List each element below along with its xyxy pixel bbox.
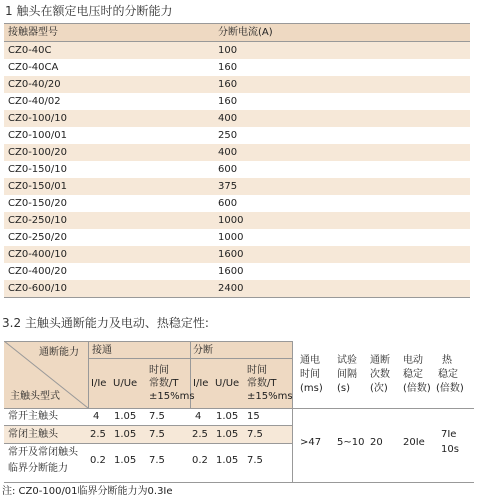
model-cell: CZ0-150/10	[8, 164, 67, 175]
footnote: 注: CZ0-100/01临界分断能力为0.3Ie	[2, 486, 173, 497]
header-thermal: 热	[442, 355, 452, 366]
model-cell: CZ0-40/02	[8, 96, 61, 107]
model-cell: CZ0-250/10	[8, 215, 67, 226]
table-row	[4, 93, 470, 110]
cell: 7.5	[247, 455, 263, 466]
sub-time: 时间	[247, 365, 267, 376]
table-row	[4, 212, 470, 229]
header-interval: (s)	[337, 383, 351, 394]
current-cell: 100	[218, 45, 238, 56]
table-row	[4, 246, 470, 263]
sub-i-ie: I/Ie	[91, 378, 107, 389]
header-dynamic: 电动	[403, 355, 423, 366]
header-count: (次)	[370, 383, 388, 394]
sub-time: ±15%ms	[247, 391, 293, 402]
group-make-label: 接通	[92, 345, 112, 356]
table-row	[4, 280, 470, 298]
cell: 7.5	[149, 429, 165, 440]
model-cell: CZ0-100/20	[8, 147, 67, 158]
model-cell: CZ0-100/01	[8, 130, 67, 141]
table-row	[4, 229, 470, 246]
table-row	[4, 59, 470, 76]
group-break-label: 分断	[193, 345, 213, 356]
make-break-table	[4, 341, 474, 484]
current-cell: 1000	[218, 215, 244, 226]
model-cell: CZ0-600/10	[8, 283, 67, 294]
header-on-time: 时间	[300, 369, 320, 380]
sub-i-ie: I/Ie	[193, 378, 209, 389]
cell: 1.05	[216, 429, 239, 440]
cell-count: 20	[370, 437, 383, 448]
table-row	[4, 76, 470, 93]
cell: 2.5	[192, 429, 208, 440]
table-row	[4, 110, 470, 127]
table-row	[4, 263, 470, 280]
sub-time: 时间	[149, 365, 169, 376]
cell: 7.5	[149, 455, 165, 466]
table-row	[4, 127, 470, 144]
rule	[4, 443, 292, 444]
section2-title: 3.2 主触头通断能力及电动、热稳定性:	[2, 316, 209, 330]
section1-title: 1 触头在额定电压时的分断能力	[5, 4, 173, 18]
model-cell: CZ0-400/20	[8, 266, 67, 277]
model-cell: CZ0-400/10	[8, 249, 67, 260]
cell: 1.05	[114, 455, 137, 466]
table-row	[4, 161, 470, 178]
breaking-capacity-table	[4, 23, 470, 298]
row-type: 临界分断能力	[8, 463, 68, 474]
cell-thermal: 10s	[441, 444, 459, 455]
current-cell: 160	[218, 79, 238, 90]
current-cell: 2400	[218, 283, 244, 294]
sub-time: 常数/T	[149, 378, 179, 389]
cell-on-time: >47	[300, 437, 322, 448]
table-row	[4, 178, 470, 195]
current-cell: 600	[218, 198, 238, 209]
cell: 4	[93, 411, 100, 422]
cell: 1.05	[216, 411, 239, 422]
cell-thermal: 7Ie	[441, 429, 457, 440]
sub-time: ±15%ms	[149, 391, 195, 402]
cell-interval: 5~10	[337, 437, 365, 448]
header-interval: 试验	[337, 355, 357, 366]
table-header-row	[4, 23, 470, 42]
model-cell: CZ0-40/20	[8, 79, 61, 90]
current-cell: 1600	[218, 249, 244, 260]
model-cell: CZ0-40CA	[8, 62, 59, 73]
sub-u-ue: U/Ue	[215, 378, 240, 389]
rule	[4, 408, 474, 409]
header-on-time: (ms)	[300, 383, 323, 394]
corner-bottom-label: 主触头型式	[10, 391, 60, 402]
cell: 0.2	[192, 455, 208, 466]
model-cell: CZ0-100/10	[8, 113, 67, 124]
sub-time: 常数/T	[247, 378, 277, 389]
model-cell: CZ0-250/20	[8, 232, 67, 243]
cell: 2.5	[90, 429, 106, 440]
corner-top-label: 通断能力	[39, 347, 79, 358]
row-type: 常开主触头	[8, 411, 58, 422]
header-dynamic: (倍数)	[403, 383, 431, 394]
cell: 0.2	[90, 455, 106, 466]
current-cell: 1000	[218, 232, 244, 243]
cell: 1.05	[114, 411, 137, 422]
cell: 7.5	[247, 429, 263, 440]
current-cell: 160	[218, 96, 238, 107]
cell: 1.05	[216, 455, 239, 466]
rule	[4, 425, 292, 426]
cell: 15	[247, 411, 260, 422]
model-cell: CZ0-150/01	[8, 181, 67, 192]
rule	[292, 341, 293, 482]
sub-u-ue: U/Ue	[113, 378, 138, 389]
cell: 1.05	[114, 429, 137, 440]
table-row	[4, 42, 470, 59]
model-cell: CZ0-150/20	[8, 198, 67, 209]
current-cell: 250	[218, 130, 238, 141]
model-cell: CZ0-40C	[8, 45, 52, 56]
current-cell: 600	[218, 164, 238, 175]
cell: 7.5	[149, 411, 165, 422]
row-type: 常闭主触头	[8, 429, 58, 440]
header-current: 分断电流(A)	[218, 27, 273, 38]
table-row	[4, 195, 470, 212]
current-cell: 375	[218, 181, 238, 192]
header-count: 次数	[370, 369, 390, 380]
current-cell: 400	[218, 113, 238, 124]
header-dynamic: 稳定	[403, 369, 423, 380]
header-on-time: 通电	[300, 355, 320, 366]
cell-dynamic: 20Ie	[403, 437, 425, 448]
row-type: 常开及常闭触头	[8, 447, 78, 458]
header-interval: 间隔	[337, 369, 357, 380]
current-cell: 1600	[218, 266, 244, 277]
header-thermal: (倍数)	[436, 383, 464, 394]
current-cell: 160	[218, 62, 238, 73]
header-count: 通断	[370, 355, 390, 366]
table-row	[4, 144, 470, 161]
current-cell: 400	[218, 147, 238, 158]
header-model: 接触器型号	[8, 27, 58, 38]
cell: 4	[195, 411, 202, 422]
header-thermal: 稳定	[438, 369, 458, 380]
